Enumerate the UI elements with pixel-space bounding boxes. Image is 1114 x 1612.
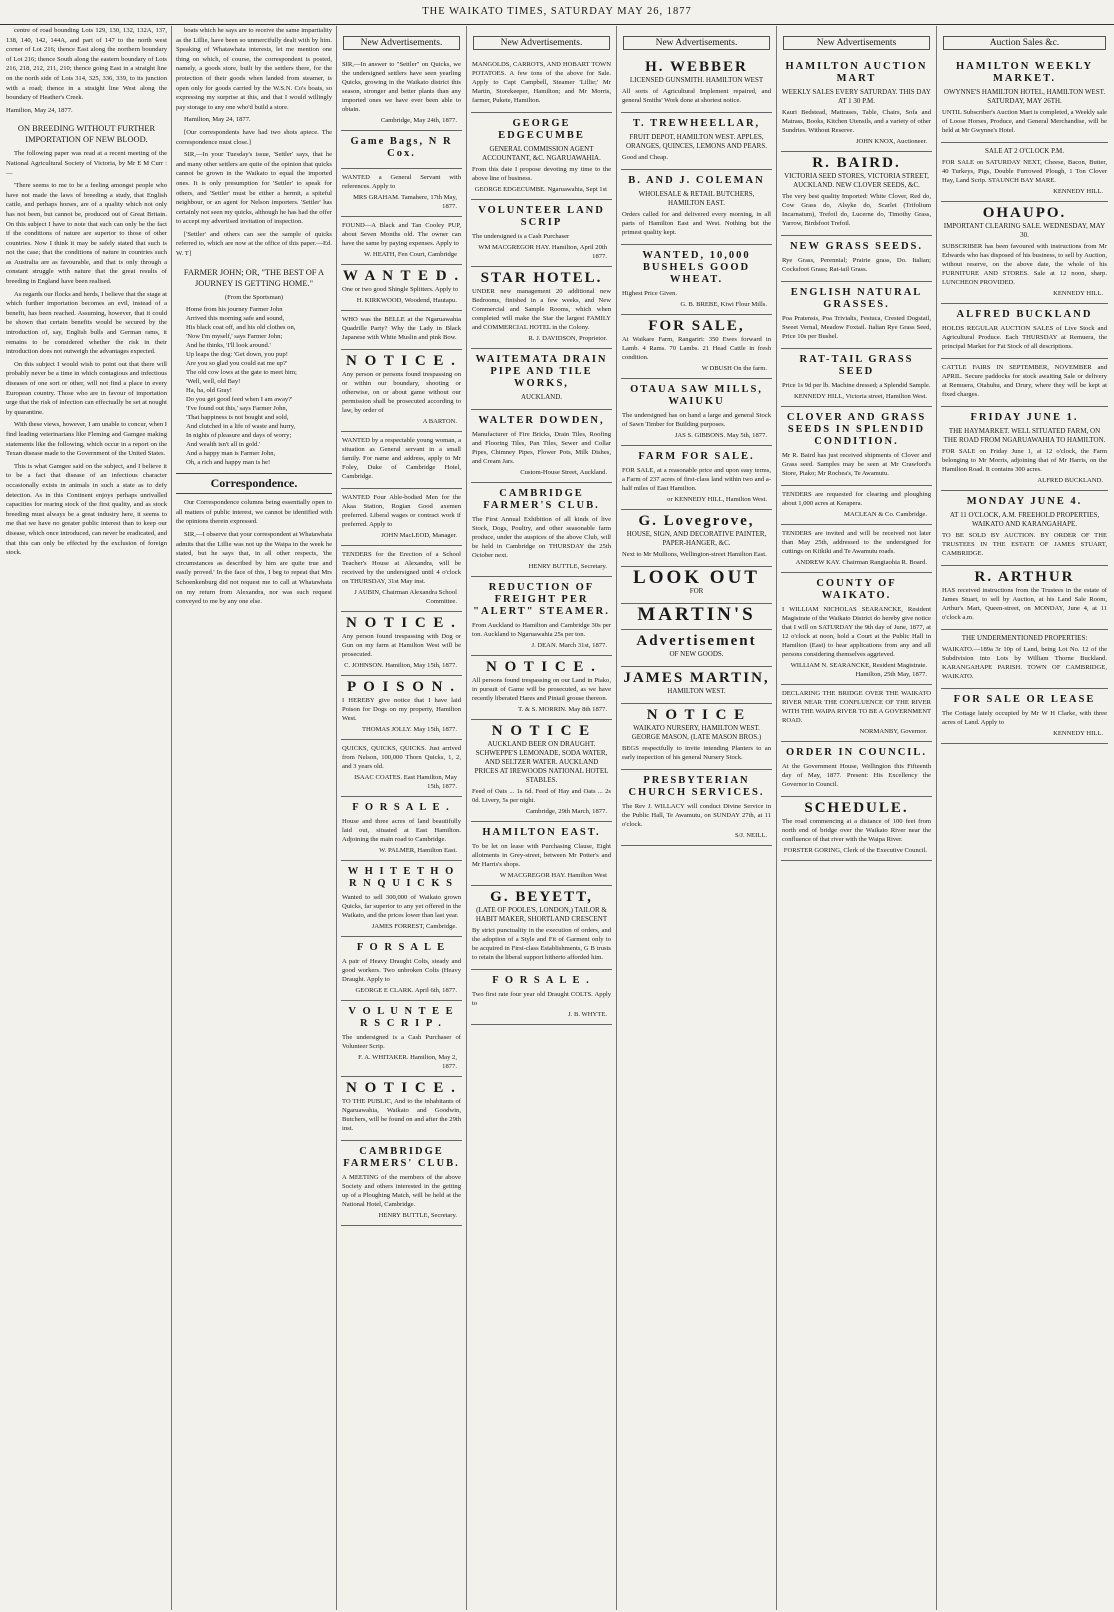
ad-body: The undersigned is a Cash Purchaser of Volunteer Scrip. <box>342 1034 461 1050</box>
advertisement <box>471 656 612 720</box>
ad-body: WAIKATO.—189a 3r 10p of Land, being Lot No. 12 of the Subdivision into Lots by William Thorne Buckland. KARANGAHAPE PARISH. TOWN OF CAMBRIDGE, WAIKATO. <box>942 646 1107 680</box>
ad-body: TENDERS are requested for clearing and ploughing about 1,000 acres at Kerapera. <box>782 491 931 507</box>
ad-title: V O L U N T E E R S C R I P . <box>348 1006 455 1029</box>
ad-body: Any person or persons found trespassing on or within our boundary, shooting or otherwise, on or about game without our permission shall be prosecuted according to law, by order of <box>342 371 461 414</box>
ad-signature: W. HEATH, Fen Court, Cambridge <box>364 251 457 258</box>
ad-subtitle: AT 11 O'CLOCK, A.M. FREEHOLD PROPERTIES, WAIKATO AND KARANGAHAPE. <box>949 511 1100 528</box>
ad-title: RAT-TAIL GRASS SEED <box>799 354 914 377</box>
advertisement <box>341 1141 462 1226</box>
ad-title: WALTER DOWDEN, <box>478 415 605 426</box>
newspaper-columns <box>2 26 1112 1610</box>
ad-body: HAS received instructions from the Trustees in the estate of James Stuart, to sell by Auction, at his Land Sale Room, Arthur's Mart, Queen-street, on MONDAY, June 4, at 11 o'clock a.m. <box>942 587 1107 621</box>
letter-paragraph: ['Settler' and others can see the sample of quicks referred to, which are now at the office of this paper.—Ed. W. T] <box>176 230 332 258</box>
ad-subtitle: OWYNNE'S HAMILTON HOTEL, HAMILTON WEST. SATURDAY, MAY 26TH. <box>943 88 1106 105</box>
ad-body: TO BE SOLD BY AUCTION. BY ORDER OF THE TRUSTEES IN THE ESTATE OF JAMES STUART, CAMBRIDGE. <box>942 532 1107 557</box>
ad-body: MANGOLDS, CARROTS, AND HOBART TOWN POTATOES. A few tons of the above for Sale. Apply to Capt Campbell, Steamer 'Lillie;' Mr Martin, Storekeeper, Hamilton; and Mr Morris, farmer, Pukete, Hamilton. <box>472 61 611 104</box>
advertisement <box>341 265 462 311</box>
advertisement <box>341 612 462 676</box>
ad-signature: JAS S. GIBBONS. May 5th, 1877. <box>674 432 767 439</box>
ad-body: All sorts of Agricultural Implement repaired, and general Smiths' Work done at shortest notice. <box>622 88 771 104</box>
ad-title: T. TREWHEELLAR, <box>632 118 761 129</box>
advertisement <box>621 170 772 245</box>
article-paragraph: centre of road bounding Lots 129, 130, 132, 132A, 137, 138, 140, 142, 144A, and part of 147 to the north west corner of Lot 216; thence East along the northern boundary of Lot 216; thence South along the eastern boundary of Lots 216, 218, 212, 211, 210; thence going East in a straight line on the north side of Lots 314, 325, 336, 339, to its junction with a road; thence in a straight line West along the boundary of Heather's Creek. <box>6 27 167 102</box>
column-heading: New Advertisements. <box>343 36 460 50</box>
article-paragraph: As regards our flocks and herds, I believe that the stage at which further importation becomes an evil, instead of a benefit, has been reached. Assuming, however, that it could be shown that certain benefits would be secured by the introduction of, say, English bulls and German rams, it remains to be considered whether the risk in their introduction does not outweigh the advantages expected. <box>6 290 167 356</box>
advertisement <box>941 689 1108 744</box>
ad-title: N O T I C E . <box>486 659 597 675</box>
ad-signature: GEORGE EDGECUMBE. Ngaruawahia, Sept 1st <box>474 186 607 193</box>
ad-body: Next to Mr Mullions, Wellington-street Hamilton East. <box>622 551 767 558</box>
poem-line: 'That happiness is not bought and sold, <box>186 414 289 422</box>
article-paragraph: This is what Gamgee said on the subject, and I believe it to be a fact that disease of an infectious character occasionally exists in animals in such a state as to defy detection. As in this Continent enjoys perhaps unrivalled capacities for rearing stock of the first quality, and as stock breeding must always be a great industry here, it seems to me that we have no greater public interest than to keep our disease, which once introduced, can never be eradicated, and that this can only be effected by the exclusion of foreign stock. <box>6 462 167 557</box>
ad-signature: KENNEDY HILL. <box>1053 730 1103 737</box>
ad-subtitle: OF NEW GOODS. <box>669 650 724 658</box>
advertisement <box>341 217 462 265</box>
ad-body: A MEETING of the members of the above Society and others interested in the getting up of a Ploughing Match, will be held at the National Hotel, Cambridge. <box>342 1174 461 1208</box>
advertisement <box>781 685 932 742</box>
ad-body: House and three acres of land beautifully laid out, situated at East Hamilton. Adjoining the main road to Cambridge. <box>342 818 461 843</box>
poem-line: Home from his journey Farmer John <box>186 306 283 314</box>
ad-title: HAMILTON EAST. <box>482 827 601 838</box>
ad-title: REDUCTION OF FREIGHT PER "ALERT" STEAMER. <box>473 582 610 617</box>
ad-title: SCHEDULE. <box>804 800 909 816</box>
ad-title: MONDAY JUNE 4. <box>966 496 1083 507</box>
advertisement <box>341 1077 462 1141</box>
advertisement <box>781 349 932 407</box>
advertisement <box>621 56 772 113</box>
ad-body: The First Annual Exhibition of all kinds of live Stock, Dogs, Poultry, and other seasonable farm produce, under the auspices of the above Club, will be held in Cambridge on THURSDAY the 25th October next. <box>472 516 611 559</box>
ad-subtitle: IMPORTANT CLEARING SALE. WEDNESDAY, MAY 30. <box>943 222 1106 239</box>
ad-title: N O T I C E . <box>346 1080 457 1096</box>
advertisement <box>941 407 1108 491</box>
ad-signature: Cambridge, May 24th, 1877. <box>380 117 457 124</box>
ad-body: Feed of Oats ... 1s 6d. Feed of Hay and Oats ... 2s 0d. Livery, 5s per night. <box>472 788 611 804</box>
ad-title: R. BAIRD. <box>812 155 901 171</box>
ad-subtitle: FOR <box>689 587 704 595</box>
column-heading: New Advertisements <box>783 36 930 50</box>
ad-body: At Waikare Farm, Rangariri: 350 Ewes forward in Lamb. 4 Rams. 70 Lambs. 21 Head Cattle in fresh condition. <box>622 336 771 361</box>
ad-body: Wanted to sell 300,000 of Waikato grown Quicks, far superior to any yet offered in the Waikato, and the prices lower than last year. <box>342 894 461 919</box>
advertisement <box>341 861 462 937</box>
advertisement <box>341 676 462 740</box>
ad-body: I WILLIAM NICHOLAS SEARANCKE, Resident Magistrate of the Waikato District do hereby give notice that I will on SATURDAY the 9th day of June, 1877, at 12 o'clock at noon, hold a Court at the Public Hall in Hamilton (East) to hear applications from any and all persons considering themselves aggrieved. <box>782 606 931 658</box>
ad-body: SIR,—In answer to "Settler" on Quicks, we the undersigned settlers have seen yearling Quicks, growing in the Waikato district this season, stronger and better plants than any imported ones we have ever been able to obtain. <box>342 61 461 113</box>
advertisement <box>471 410 612 483</box>
ad-signature: H. KIRKWOOD, Woodend, Hautapu. <box>356 297 457 304</box>
ad-title: JAMES MARTIN, <box>623 670 770 686</box>
ad-subtitle: SALE AT 2 O'CLOCK P.M. <box>985 147 1064 155</box>
ad-title: B. AND J. COLEMAN <box>628 175 765 186</box>
advertisement <box>621 446 772 510</box>
poem-line: And a happy man is Farmer John, <box>186 450 276 458</box>
ad-subtitle: FRUIT DEPOT, HAMILTON WEST. APPLES, ORANGES, QUINCES, LEMONS AND PEARS. <box>626 133 767 150</box>
ad-subtitle: WHOLESALE & RETAIL BUTCHERS, HAMILTON EAST. <box>638 190 755 207</box>
advertisement <box>471 267 612 349</box>
advertisement <box>471 720 612 822</box>
ad-signature: Custom-House Street, Auckland. <box>520 469 607 476</box>
advertisement <box>621 315 772 379</box>
ad-body: BEGS respectfully to invite intending Planters to an early inspection of his general Nursery Stock. <box>622 745 771 761</box>
ad-signature: WM MACGREGOR HAY. Hamilton, April 20th 1877. <box>478 244 607 260</box>
ad-signature: KENNEDY HILL. <box>1053 290 1103 297</box>
ad-body: Good and Cheap. <box>622 154 668 161</box>
ad-title: HAMILTON AUCTION MART <box>785 61 928 84</box>
ad-title: P O I S O N . <box>347 679 456 695</box>
ad-body: A pair of Heavy Draught Colts, steady and good workers. Two unbroken Colts (Heavy Draught. Apply to <box>342 958 461 983</box>
ad-body: WANTED a General Servant with references. Apply to <box>342 174 461 190</box>
ad-signature: WILLIAM N. SEARANCKE, Resident Magistrate. Hamilton, 25th May, 1877. <box>790 662 927 678</box>
ad-body: UNTIL Subscriber's Auction Mart is completed, a Weekly sale of Loose Horses, Produce, and General Merchandise, will be held at Mr Gwynne's Hotel. <box>942 109 1107 134</box>
poem-line: In nights of pleasure and days of worry; <box>186 432 292 440</box>
column-heading: New Advertisements. <box>623 36 770 50</box>
ad-title: GEORGE EDGECUMBE <box>498 118 585 141</box>
advertisement <box>341 131 462 169</box>
advertisement <box>941 143 1108 202</box>
advertisement <box>621 379 772 446</box>
advertisement <box>341 350 462 432</box>
ad-signature: KENNEDY HILL. <box>1053 188 1103 195</box>
ad-title: N O T I C E . <box>346 353 457 369</box>
ad-body: Manufacturer of Fire Bricks, Drain Tiles, Roofing and Flooring Tiles, Pan Tiles, Sewer and Collar Pipes, Chimney Pipes, Flower Pots, Milk Dishes, and Cream Jars. <box>472 431 611 465</box>
ad-body: One or two good Shingle Splitters. Apply to <box>342 286 459 293</box>
poem-line: 'Well, well, old Bay! <box>186 378 241 386</box>
advertisement <box>471 349 612 410</box>
advertisement <box>621 510 772 567</box>
letter-paragraph: boats which he says are to receive the same impartiality as the Lillie, have been so unmercifully dealt with by him. Speaking of Whatawhata interests, let me mention one thing on which, of course, the correspondent is posted, namely, a goods store, built by the settlers there, for the protection of their goods when landed from steamer, is open only for goods carried by the W.S.N. Co's boats, so expressing my surprise at this, and that I would willingly pay storage to any one who'd build a store. <box>176 27 332 111</box>
poem-line: Oh, a rich and happy man is he! <box>186 459 271 467</box>
ad-signature: F. A. WHITAKER. Hamilton, May 2, 1877. <box>358 1054 457 1070</box>
ad-body: Two first rate four year old Draught COLTS. Apply to <box>472 991 611 1007</box>
ad-body: WANTED Four Able-bodied Men for the Akaa Station, Rogian Good axemen preferred. Liberal wages or contract work if preferred. Apply to <box>342 494 461 528</box>
ad-signature: Cambridge, 29th March, 1877. <box>525 808 607 815</box>
article-paragraph: On this subject I would wish to point out that there will probably never be a time in which contagious and infectious diseases of one sort or other, will not find a place in every European country. Those who are in favour of importation urge that the risk of infection can effectually be set at nought by quarantine. <box>6 360 167 416</box>
ad-body: Any person found trespassing with Dog or Gun on my farm at Hamilton West will be prosecuted. <box>342 633 461 658</box>
ad-signature: J. B. WHYTE. <box>568 1011 607 1018</box>
advertisement <box>471 56 612 113</box>
ad-title: PRESBYTERIAN CHURCH SERVICES. <box>628 775 765 798</box>
ad-body: The Cottage lately occupied by Mr W H Clarke, with three acres of Land. Apply to <box>942 710 1107 726</box>
advertisement <box>781 486 932 525</box>
ad-body: I HEREBY give notice that I have laid Poison for Dogs on my property, Hamilton West. <box>342 697 461 722</box>
ad-title: CAMBRIDGE FARMERS' CLUB. <box>343 1146 460 1169</box>
column-4-new-advertisements <box>467 26 617 1610</box>
ad-title: F O R S A L E . <box>352 802 451 813</box>
ad-subtitle: WEEKLY SALES EVERY SATURDAY. THIS DAY AT 1 30 P.M. <box>782 88 931 105</box>
advertisement <box>341 740 462 797</box>
advertisement <box>781 282 932 349</box>
advertisement <box>621 770 772 846</box>
ad-signature: or KENNEDY HILL, Hamilton West. <box>667 496 767 503</box>
ad-body: The Rev J. WILLACY will conduct Divine Service in the Public Hall, Te Awamutu, on SUNDAY 27th, at 11 o'clock. <box>622 803 771 828</box>
ad-signature: GEORGE E CLARK. April 6th, 1877. <box>355 987 457 994</box>
ad-signature: MACLEAN & Co. Cambridge. <box>844 511 927 518</box>
ad-title: FOR SALE OR LEASE <box>953 694 1096 705</box>
advertisement <box>341 432 462 489</box>
ad-signature: ISAAC COATES. East Hamilton, May 15th, 1877. <box>354 774 457 790</box>
ad-title: W A N T E D . <box>342 268 461 284</box>
poem-line: And wealth isn't all in gold.' <box>186 441 261 449</box>
advertisement <box>471 200 612 267</box>
advertisement <box>781 152 932 236</box>
ad-signature: HENRY BUTTLE, Secretary. <box>528 563 607 570</box>
ad-body: To be let on lease with Purchasing Clause, Eight allotments in Grey-street, between Mr Potter's and Mr Harris's shops. <box>472 843 611 868</box>
poem-line: Are you so glad you could eat me up?' <box>186 360 288 368</box>
poem-line: Arrived this morning safe and sound, <box>186 315 285 323</box>
ad-title: FRIDAY JUNE 1. <box>970 412 1079 423</box>
ad-signature: C. JOHNSON. Hamilton, May 15th, 1877. <box>344 662 457 669</box>
advertisement <box>471 970 612 1025</box>
letter-paragraph: SIR,—In your Tuesday's issue, 'Settler' says, that he and many other settlers are quite of the opinion that quicks cannot be grown in the Waikato to equal the imported ones. It is only presumption for 'Settler' to speak for others, and 'Settler' must be either a hermit, a spiteful neighbour, or an agent for Nelson importers. 'Settler' has certainly not seen my quicks, although he has had the offer to accept my advertised invitation of inspection. <box>176 151 332 226</box>
advertisement <box>341 56 462 131</box>
advertisement <box>341 1001 462 1077</box>
ad-body: Rye Grass, Perennial; Prairie grass, Do. Italian; Cocksfoot Grass; Rat-tail Grass. <box>782 257 931 273</box>
column-heading: New Advertisements. <box>473 36 610 50</box>
column-1 <box>2 26 172 1610</box>
ad-subtitle: WAIKATO NURSERY, HAMILTON WEST. GEORGE MASON, (LATE MASON BROS.) <box>631 724 762 741</box>
correspondence-paragraph: SIR,—I observe that your correspondent at Whatawhata admits that the Lillie was not up the Waipa in the week he stated, but he says that, in all other respects, 'the circumstances as described by him are quite true and easily proved.' In the face of this, I beg to repeat that Mrs Schoenkenburg did not request me to call at Whatawhata on my return from Alexandra, nor was such request conveyed to me by any one else. <box>176 531 333 606</box>
ad-signature: THOMAS JOLLY. May 15th, 1877. <box>361 726 457 733</box>
ad-subtitle: THE HAYMARKET. WELL SITUATED FARM, ON THE ROAD FROM NGARUAWAHIA TO HAMILTON. <box>943 427 1106 444</box>
poem-heading: FARMER JOHN; OR, "THE BEST OF A JOURNEY IS GETTING HOME." <box>183 267 325 288</box>
ad-body: TENDERS for the Erection of a School Teacher's House at Alexandra, will be received by the undersigned until 4 o'clock on THURSDAY, 31st May inst. <box>342 551 461 585</box>
advertisement <box>941 359 1108 407</box>
ad-body: SUBSCRIBER has been favoured with instructions from Mr Edwards who has disposed of his business, to sell by Auction, without reserve, on the above date, the whole of his FURNITURE AND STORES. Sale at 12 noon, sharp. LUNCHEON PROVIDED. <box>942 243 1107 286</box>
ad-title: WAITEMATA DRAIN PIPE AND TILE WORKS, <box>475 354 608 389</box>
article-heading: ON BREEDING WITHOUT FURTHER IMPORTATION OF NEW BLOOD. <box>17 124 156 145</box>
ad-subtitle: LICENSED GUNSMITH. HAMILTON WEST <box>629 76 764 84</box>
advertisement <box>341 546 462 612</box>
advertisement <box>471 577 612 656</box>
advertisement <box>621 630 772 667</box>
advertisement <box>941 202 1108 304</box>
masthead: THE WAIKATO TIMES, SATURDAY MAY 26, 1877 <box>0 0 1114 25</box>
ad-title: R. ARTHUR <box>974 569 1075 585</box>
advertisement <box>341 797 462 861</box>
poem-line: And clutched in a life of waste and hurry, <box>186 423 296 431</box>
poem-line: 'I've found out this,' says Farmer John, <box>186 405 288 413</box>
ad-title: LOOK OUT <box>633 567 760 588</box>
column-5-new-advertisements <box>617 26 777 1610</box>
ad-subtitle: (LATE OF POOLE'S, LONDON,) TAILOR & HABIT MAKER, SHORTLAND CRESCENT <box>475 906 608 923</box>
advertisement <box>941 56 1108 143</box>
poem-line: Ha, ha, old Gray! <box>186 387 232 395</box>
ad-body: Kauri Bedstead, Mattrases, Table, Chairs, Sofa and Matrass, Books, Kitchen Utensils, and a variety of other Sundries. Without Reserve. <box>782 109 931 134</box>
article-paragraph: The following paper was read at a recent meeting of the National Agricultural Society of Victoria, by Mr E M Curr :— <box>6 150 167 177</box>
ad-body: Price 1s 9d per lb. Machine dressed; a Splendid Sample. <box>782 382 931 389</box>
poem-line: Do you get good feed when I am away?' <box>186 396 293 404</box>
ad-subtitle: GENERAL COMMISSION AGENT ACCOUNTANT, &C. NGARUAWAHIA. <box>482 145 601 162</box>
advertisement <box>621 245 772 315</box>
ad-signature: FORSTER GORING, Clerk of the Executive Council. <box>783 847 927 854</box>
ad-body: FOR SALE, at a reasonable price and upon easy terms, a Farm of 237 acres of first-class land within two and a-half miles of East Hamilton. <box>622 467 771 492</box>
ad-title: CLOVER AND GRASS SEEDS IN SPLENDID CONDITION. <box>786 412 927 447</box>
ad-title: N O T I C E . <box>346 615 457 631</box>
ad-title: H. WEBBER <box>645 59 748 75</box>
ad-title: STAR HOTEL. <box>480 270 603 286</box>
ad-title: W H I T E T H O R N Q U I C K S <box>347 866 456 889</box>
advertisement <box>781 797 932 861</box>
ad-title: ORDER IN COUNCIL. <box>785 747 928 758</box>
advertisement <box>341 937 462 1001</box>
poem-line: The old cow lows at the gate to meet him; <box>186 369 297 377</box>
ad-body: UNDER new management 20 additional new Bedrooms, finished in a few weeks, and New Commercial and Sample Rooms, which when completed will make the Star the largest FAMILY and COMMERCIAL HOTEL in the Colony. <box>472 288 611 331</box>
advertisement <box>621 567 772 604</box>
ad-subtitle: HAMILTON WEST. <box>667 687 726 695</box>
ad-title: COUNTY OF WAIKATO. <box>816 578 897 601</box>
ad-body: Highest Price Given. <box>622 290 678 297</box>
advertisement <box>471 886 612 970</box>
ad-signature: J. DEAN. March 31st, 1877. <box>531 642 607 649</box>
ad-signature: JAMES FORREST, Cambridge. <box>371 923 457 930</box>
advertisement <box>341 169 462 217</box>
ad-title: Game Bags, N R Cox. <box>350 136 453 159</box>
ad-title: F O R S A L E . <box>492 975 591 986</box>
ad-body: At the Government House, Wellington this Fifteenth day of May, 1877. Present: His Excellency the Governor in Council. <box>782 763 931 788</box>
advertisement <box>621 704 772 770</box>
ad-body: Mr R. Baird has just received shipments of Clover and Grass seed. Samples may be seen at Mr Crawford's Store, Piako; Mr Rochea's, Te Awamutu. <box>782 452 931 477</box>
ad-signature: T. & S. MORRIN. May 8th 1877. <box>518 706 607 713</box>
advertisement <box>781 742 932 797</box>
ad-body: HOLDS REGULAR AUCTION SALES of Live Stock and Agricultural Produce. Each THURSDAY at Remuera, the principal Market for Fat Stock of all descriptions. <box>942 325 1107 350</box>
ad-body: FOUND—A Black and Tan Cooley PUP, about Seven Months old. The owner can have the same by paying expenses. Apply to <box>342 222 461 247</box>
ad-body: All persons found trespassing on our Land in Piako, in pursuit of Game will be prosecuted, as we have recently liberated Hares and Pintail grouse thereon. <box>472 677 611 702</box>
ad-title: G. Lovegrove, <box>638 513 755 529</box>
column-3-new-advertisements <box>337 26 467 1610</box>
letter-paragraph: Hamilton, May 24, 1877. <box>184 116 251 124</box>
ad-body: QUICKS, QUICKS, QUICKS. Just arrived from Nelson, 100,000 Thorn Quicks, 1, 2, and 3 years old. <box>342 745 461 770</box>
advertisement <box>471 483 612 577</box>
ad-title: G. BEYETT, <box>490 889 593 905</box>
ad-title: HAMILTON WEEKLY MARKET. <box>955 61 1094 84</box>
ad-signature: W MACGREGOR HAY. Hamilton West <box>499 872 607 879</box>
ad-body: Orders called for and delivered every morning, in all parts of Hamilton East and West. Nothing but the primest quality kept. <box>622 211 771 236</box>
ad-signature: W. PALMER, Hamilton East. <box>379 847 457 854</box>
ad-title: ENGLISH NATURAL GRASSES. <box>790 287 923 310</box>
ad-body: CATTLE FAIRS IN SEPTEMBER, NOVEMBER and APRIL. Secure paddocks for stock awaiting Sale or delivery at Remuera, Otahuhu, and Drury, where they will be kept at fixed charges. <box>942 364 1107 398</box>
ad-body: WANTED by a respectable young woman, a situation as General servant in a small family. For name and address, apply to Mr Foley, Duke of Cambridge Hotel, Cambridge. <box>342 437 461 480</box>
ad-signature: A BARTON. <box>422 418 457 425</box>
advertisement <box>781 407 932 486</box>
ad-body: DECLARING THE BRIDGE OVER THE WAIKATO RIVER NEAR THE CONFLUENCE OF THE RIVER WITH THE WAIPA RIVER TO BE A GOVERNMENT ROAD. <box>782 690 931 724</box>
ad-title: NEW GRASS SEEDS. <box>789 241 924 252</box>
poem-line: Up leaps the dog: 'Get down, you pup! <box>186 351 288 359</box>
ad-subtitle: AUCKLAND. <box>520 393 563 401</box>
ad-title: N O T I C E <box>646 707 747 723</box>
ad-signature: S/J. NEILL. <box>734 832 767 839</box>
correspondence-paragraph: Our Correspondence columns being essentially open to all matters of public interest, we cannot be identified with the opinions therein expressed. <box>176 499 332 526</box>
ad-signature: JOHN KNOX, Auctioneer. <box>855 138 927 145</box>
ad-title: VOLUNTEER LAND SCRIP <box>478 205 605 228</box>
advertisement <box>621 667 772 704</box>
ad-title: MARTIN'S <box>637 604 756 625</box>
advertisement <box>941 304 1108 359</box>
advertisement <box>341 489 462 546</box>
advertisement <box>781 56 932 152</box>
ad-title: N O T I C E <box>491 723 592 739</box>
ad-body: The undersigned has on hand a large and general Stock of Sawn Timber for Building purposes. <box>622 412 771 428</box>
advertisement <box>621 113 772 170</box>
ad-body: TENDERS are invited and will be received not later than May 25th, addressed to the undersigned for cuttings on Kiikiki and Te Awamutu roads. <box>782 530 931 555</box>
ad-body: TO THE PUBLIC, And to the inhabitants of Ngaruawahia, Waikato and Goodwin, Butchers, will be found on and after the 29th inst. <box>342 1098 461 1132</box>
ad-title: OHAUPO. <box>982 205 1067 221</box>
column-7-auction-sales <box>937 26 1112 1610</box>
ad-signature: W DBUSH On the farm. <box>701 365 767 372</box>
correspondence-heading: Correspondence. <box>176 473 332 494</box>
advertisement <box>471 113 612 200</box>
ad-body: FOR SALE on SATURDAY NEXT, Cheese, Bacon, Butter, 40 Turkeys, Pigs, Double Furrowed Plough, 1 Ton Clover Hay, Land Scrip. STAUNCH BAY MARE. <box>942 159 1107 184</box>
advertisement <box>341 311 462 350</box>
poem-line: His black coat off, and his old clothes on, <box>186 324 296 332</box>
advertisement <box>471 822 612 886</box>
ad-title: Advertisement <box>636 633 757 649</box>
ad-body: FOR SALE on Friday June 1, at 12 o'clock, the Farm belonging to Mr Morris, adjoining that of Mr Harris, on the Hamilton Road. It contains 300 acres. <box>942 448 1107 473</box>
advertisement <box>781 573 932 685</box>
ad-signature: HENRY BUTTLE, Secretary. <box>378 1212 457 1219</box>
ad-body: The very best quality Imported: White Clover, Red do, Cow Grass do, Alsyke do, Scarlet (Trifolium Incarnatum), Trefoil do, Lucerne do, Timothy Grass, Yarrow, Birdsfoot Trefoil. <box>782 193 931 227</box>
ad-body: From this date I propose devoting my time to the above line of business. <box>472 166 611 182</box>
column-2 <box>172 26 337 1610</box>
article-paragraph: 'There seems to me to be a feeling amongst people who have not made the laws of breeding a study, that English cattle, and perhaps horses, are of a quality which not only has not been, but cannot be, produced out of Great Britain. On this subject I have to note that such can only be the fact if the conditions of nature are superior to those of other countries. Now I think it may be safely stated that such is not the case; that the conditions of nature in countries such as Australia are as favourable, and that is only through a constant struggle with nature that the great results of breeding in England have been realised. <box>6 182 167 286</box>
ad-title: OTAUA SAW MILLS, WAIUKU <box>630 384 763 407</box>
ad-subtitle: THE UNDERMENTIONED PROPERTIES: <box>961 634 1088 642</box>
advertisement <box>941 491 1108 566</box>
ad-signature: JOHN MacLEOD, Manager. <box>381 532 457 539</box>
poem-source: (From the Sportsman) <box>224 293 284 301</box>
advertisement <box>941 566 1108 630</box>
letter-paragraph: [Our correspondents have had two shots apiece. The correspondence must close.] <box>176 128 332 146</box>
advertisement <box>781 236 932 282</box>
ad-signature: R. J. DAVIDSON, Proprietor. <box>528 335 607 342</box>
poem-line: And he thinks, 'I'll look around.' <box>186 342 271 350</box>
column-heading: Auction Sales &c. <box>943 36 1106 50</box>
ad-title: ALFRED BUCKLAND <box>956 309 1093 320</box>
ad-signature: NORMANBY, Governor. <box>859 728 927 735</box>
ad-body: WHO was the BELLE at the Ngaruawahia Quadrille Party? Why the Lady in Black Japanese with White Muslin and pink Bow. <box>342 316 461 341</box>
ad-subtitle: AUCKLAND BEER ON DRAUGHT. SCHWEPPE'S LEMONADE, SODA WATER, AND SELTZER WATER. AUCKLAND PRICES AT IREWOODS NATIONAL HOTEL STABLES. <box>474 740 609 784</box>
poem-line: 'Now I'm myself,' says Farmer John; <box>186 333 283 341</box>
ad-title: FOR SALE, <box>648 318 745 334</box>
advertisement <box>781 525 932 573</box>
ad-title: F O R S A L E <box>356 942 447 953</box>
ad-body: The undersigned is a Cash Purchaser <box>472 233 570 240</box>
ad-signature: MRS GRAHAM. Tamahere, 17th May, 1877. <box>353 194 457 210</box>
ad-title: CAMBRIDGE FARMER'S CLUB. <box>483 488 600 511</box>
ad-body: From Auckland to Hamilton and Cambridge 30s per ton. Auckland to Ngaruawahia 25s per ton. <box>472 622 611 638</box>
ad-body: By strict punctuality in the execution of orders, and the adoption of a Style and Fit of Garment only to be acquired in First-class Establishments, G B trusts to retain the liberal support hitherto afforded him. <box>472 927 611 961</box>
ad-signature: ALFRED BUCKLAND. <box>1037 477 1103 484</box>
ad-signature: ANDREW KAY. Chairman Rangiaohia R. Board. <box>795 559 927 566</box>
ad-title: FARM FOR SALE. <box>638 451 755 462</box>
ad-subtitle: HOUSE, SIGN, AND DECORATIVE PAINTER, PAPER-HANGER, &C. <box>626 530 767 547</box>
column-6-new-advertisements <box>777 26 937 1610</box>
article-paragraph: Hamilton, May 24, 1877. <box>6 106 73 114</box>
ad-title: WANTED, 10,000 BUSHELS GOOD WHEAT. <box>642 250 751 285</box>
advertisement <box>941 630 1108 689</box>
ad-body: The road commencing at a distance of 100 feet from north end of bridge over the Waikato River near the confluence of that river with the Waipa River. <box>782 818 931 843</box>
ad-subtitle: VICTORIA SEED STORES, VICTORIA STREET, AUCKLAND. NEW CLOVER SEEDS, &C. <box>784 172 929 189</box>
ad-body: Poa Pratensis, Poa Trivialis, Festuca, Crested Dogstail, Sweet Vernal, Meadow Foxtail. Italian Rye Grass Seed, Price 10s per Bushel. <box>782 315 931 340</box>
ad-signature: J AUBIN, Chairman Alexandra School Committee. <box>354 589 457 605</box>
ad-signature: G. B. BREBE, Kiwi Flour Mills. <box>680 301 767 308</box>
article-paragraph: With these views, however, I am unable to concur, when I find leading veterinarians like Fleming and Gamgee making statements like the following, which occur in a report on the Texan disease made to the Government of the United States. <box>6 421 167 458</box>
advertisement <box>621 604 772 630</box>
ad-signature: KENNEDY HILL, Victoria street, Hamilton West. <box>794 393 927 400</box>
